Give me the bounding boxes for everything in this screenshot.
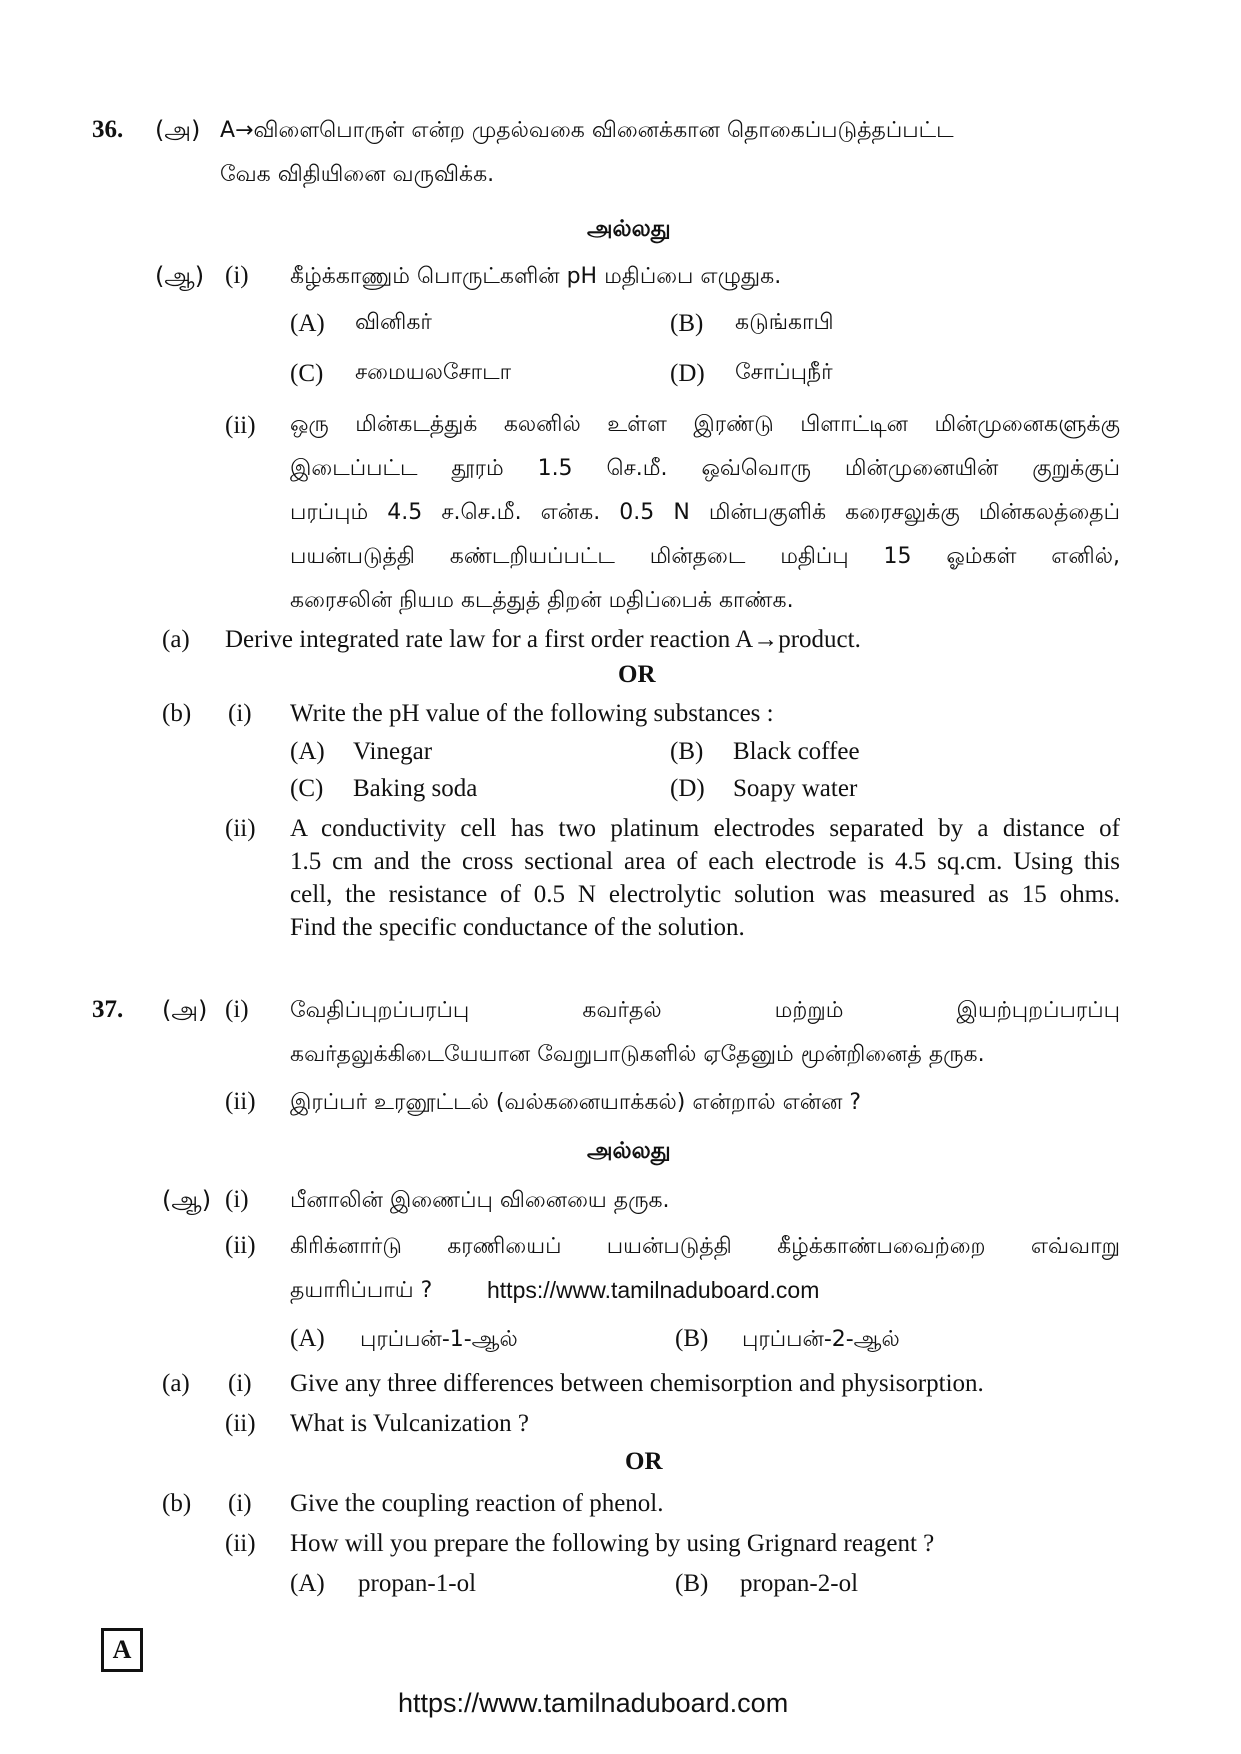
q36-b-ta-opt-D-label: (D)	[670, 360, 705, 387]
q36-b-en-opt-B-text: Black coffee	[733, 738, 860, 765]
q36-b-ta-opt-A-text: வினிகர்	[355, 310, 432, 335]
question-number-37: 37.	[92, 996, 124, 1023]
q36-b-en-ii-line2: 1.5 cm and the cross sectional area of each electrode is 4.5 sq.cm. Using this	[290, 848, 1120, 875]
q37-b-ta-opt-A-text: புரப்பன்-1-ஆல்	[360, 1327, 518, 1352]
q36-b-en-opt-C-label: (C)	[290, 775, 324, 802]
q37-b-ta-opt-A-label: (A)	[290, 1325, 325, 1352]
q37-a-en-ii-label: (ii)	[225, 1410, 256, 1437]
q36-or-ta: அல்லது	[587, 216, 671, 242]
q36-b-ta-ii-line4: பயன்படுத்தி கண்டறியப்பட்ட மின்தடை மதிப்பு 15 ஓம்கள் எனில்,	[290, 544, 1120, 569]
q37-a-ta-i-line2: கவர்தலுக்கிடையேயான வேறுபாடுகளில் ஏதேனும் மூன்றினைத் தருக.	[290, 1042, 985, 1067]
q37-b-en-opt-A-text: propan-1-ol	[358, 1570, 477, 1597]
q37-b-en-i-label: (i)	[228, 1490, 252, 1517]
q36-a-ta-line2: வேக விதியினை வருவிக்க.	[220, 162, 495, 187]
q37-or-en: OR	[625, 1448, 663, 1475]
q37-b-en-i-text: Give the coupling reaction of phenol.	[290, 1490, 664, 1517]
q36-b-ta-opt-B-label: (B)	[670, 310, 704, 337]
q36-b-en-label: (b)	[162, 700, 192, 727]
q37-b-en-opt-B-label: (B)	[675, 1570, 709, 1597]
q36-a-ta-line1: A→விளைபொருள் என்ற முதல்வகை வினைக்கான தொகைப்படுத்தப்பட்ட	[220, 118, 954, 143]
q36-b-ta-opt-D-text: சோப்புநீர்	[735, 360, 833, 385]
q36-b-en-opt-C-text: Baking soda	[353, 775, 478, 802]
q36-b-ta-label: (ஆ)	[155, 262, 205, 290]
q36-or-en: OR	[618, 661, 656, 688]
q36-b-ta-opt-C-text: சமையலசோடா	[355, 360, 512, 385]
q36-b-ta-ii-line3: பரப்பும் 4.5 ச.செ.மீ. என்க. 0.5 N மின்பகுளிக் கரைசலுக்கு மின்கலத்தைப்	[290, 500, 1120, 525]
q37-a-ta-i-line1: வேதிப்புறப்பரப்பு கவர்தல் மற்றும் இயற்புறப்பரப்பு	[290, 998, 1120, 1023]
q37-b-ta-ii-label: (ii)	[225, 1232, 256, 1259]
q36-b-ta-i-text: கீழ்க்காணும் பொருட்களின் pH மதிப்பை எழுதுக.	[290, 264, 782, 289]
q37-a-ta-ii-label: (ii)	[225, 1088, 256, 1115]
q37-b-ta-opt-B-label: (B)	[675, 1325, 709, 1352]
q36-b-en-opt-A-text: Vinegar	[353, 738, 433, 765]
q36-b-en-opt-B-label: (B)	[670, 738, 704, 765]
q37-b-ta-opt-B-text: புரப்பன்-2-ஆல்	[742, 1327, 900, 1352]
q37-b-en-opt-B-text: propan-2-ol	[740, 1570, 859, 1597]
q36-b-en-ii-line4: Find the specific conductance of the solution.	[290, 914, 745, 941]
q37-b-en-label: (b)	[162, 1490, 192, 1517]
footer-url[interactable]: https://www.tamilnaduboard.com	[398, 1688, 789, 1718]
q36-b-ta-ii-line1: ஒரு மின்கடத்துக் கலனில் உள்ள இரண்டு பிளாட்டின மின்முனைகளுக்கு	[290, 412, 1120, 437]
q37-a-ta-label: (அ)	[162, 996, 208, 1024]
q37-b-ta-label: (ஆ)	[162, 1186, 212, 1214]
q36-b-en-opt-A-label: (A)	[290, 738, 325, 765]
q36-b-ta-opt-B-text: கடுங்காபி	[735, 310, 834, 335]
q37-a-en-i-text: Give any three differences between chemisorption and physisorption.	[290, 1370, 984, 1397]
q37-b-ta-ii-line2: தயாரிப்பாய் ?	[290, 1278, 433, 1303]
q36-b-en-ii-line3: cell, the resistance of 0.5 N electrolytic solution was measured as 15 ohms.	[290, 881, 1120, 908]
q36-a-en-text: Derive integrated rate law for a first order reaction A→product.	[225, 626, 861, 653]
q37-b-en-opt-A-label: (A)	[290, 1570, 325, 1597]
q37-b-ta-i-text: பீனாலின் இணைப்பு வினையை தருக.	[290, 1188, 670, 1213]
paper-version-badge: A	[101, 1628, 143, 1672]
q36-a-en-label: (a)	[162, 626, 190, 653]
q37-or-ta: அல்லது	[587, 1138, 671, 1164]
q36-b-en-opt-D-text: Soapy water	[733, 775, 858, 802]
q36-b-en-i-text: Write the pH value of the following substances :	[290, 700, 774, 727]
watermark-url-inline[interactable]: https://www.tamilnaduboard.com	[487, 1277, 820, 1303]
q37-a-en-label: (a)	[162, 1370, 190, 1397]
question-number-36: 36.	[92, 116, 124, 143]
q37-b-en-ii-label: (ii)	[225, 1530, 256, 1557]
q36-b-ta-ii-line5: கரைசலின் நியம கடத்துத் திறன் மதிப்பைக் காண்க.	[290, 588, 794, 613]
q37-a-en-i-label: (i)	[228, 1370, 252, 1397]
q36-b-ta-ii-label: (ii)	[225, 412, 256, 439]
q36-b-ta-i-label: (i)	[225, 262, 249, 289]
q37-a-ta-ii-text: இரப்பர் உரனூட்டல் (வல்கனையாக்கல்) என்றால் என்ன ?	[290, 1090, 862, 1115]
q36-b-ta-ii-line2: இடைப்பட்ட தூரம் 1.5 செ.மீ. ஒவ்வொரு மின்முனையின் குறுக்குப்	[290, 456, 1120, 481]
q36-b-ta-opt-A-label: (A)	[290, 310, 325, 337]
q37-a-en-ii-text: What is Vulcanization ?	[290, 1410, 529, 1437]
q37-a-ta-i-label: (i)	[225, 996, 249, 1023]
q36-b-en-opt-D-label: (D)	[670, 775, 705, 802]
q36-b-ta-opt-C-label: (C)	[290, 360, 324, 387]
q36-b-en-ii-label: (ii)	[225, 815, 256, 842]
q36-a-ta-label: (அ)	[155, 116, 201, 144]
q36-b-en-i-label: (i)	[228, 700, 252, 727]
q37-b-ta-ii-line1: கிரிக்னார்டு கரணியைப் பயன்படுத்தி கீழ்க்காண்பவைற்றை எவ்வாறு	[290, 1234, 1120, 1259]
q36-b-en-ii-line1: A conductivity cell has two platinum electrodes separated by a distance of	[290, 815, 1120, 842]
q37-b-ta-i-label: (i)	[225, 1186, 249, 1213]
q37-b-en-ii-text: How will you prepare the following by using Grignard reagent ?	[290, 1530, 935, 1557]
